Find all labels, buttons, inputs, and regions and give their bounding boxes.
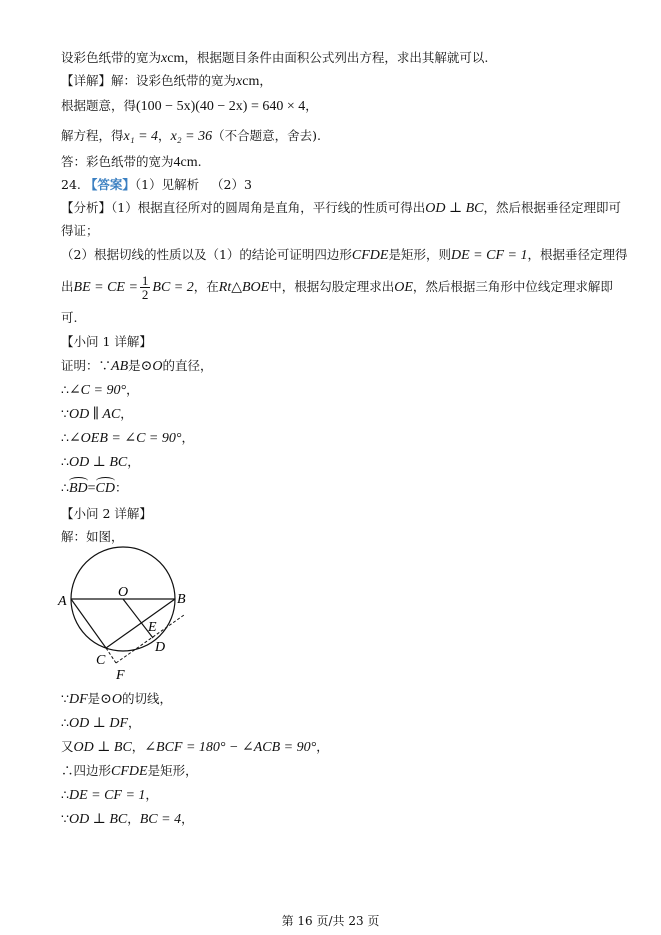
text: （2）根据切线的性质以及（1）的结论可证明四边形 [61, 247, 352, 262]
math: OD ⊥ BC [73, 740, 132, 755]
label-d: D [155, 640, 166, 655]
text: 可. [61, 310, 78, 325]
text: ∵ [61, 406, 69, 421]
label-f: F [116, 668, 125, 683]
math: DF [68, 692, 88, 707]
text: ∴ [61, 430, 69, 445]
math: OD ⊥ BC [68, 455, 128, 470]
text: 是矩形， [147, 763, 198, 778]
text: ，在 [193, 279, 219, 294]
text: ∵ [61, 691, 69, 706]
text: ，根据垂径定理得 [527, 247, 628, 262]
math: ⊙O [140, 359, 163, 374]
label-c: C [96, 653, 106, 668]
line-8 [61, 222, 99, 240]
text: ∴ [61, 480, 69, 495]
line-10 [61, 272, 613, 303]
text: 设彩色纸带的宽为 [61, 50, 162, 65]
math: BC = 4 [139, 812, 182, 827]
root-2: x₂ = 36 [170, 129, 213, 144]
line-6 [61, 176, 252, 194]
math: OD ⊥ DF [68, 716, 129, 731]
line-2 [61, 72, 272, 91]
text: ∴ [61, 787, 69, 802]
text: 答：彩色纸带的宽为 [61, 154, 174, 169]
math: OD ⊥ BC [68, 812, 128, 827]
line-12 [61, 333, 152, 351]
line-18 [61, 479, 128, 498]
label-a: A [58, 594, 67, 609]
text: 又 [61, 739, 74, 754]
math: ∠OEB = ∠C = 90° [68, 431, 182, 446]
text: ， [126, 382, 139, 397]
text: 根据题意，得 [61, 98, 137, 113]
root-1: x₁ = 4 [123, 129, 159, 144]
value: 4cm [173, 155, 198, 170]
text: ∴ [61, 454, 69, 469]
line-4 [61, 127, 321, 146]
text: 是 [87, 691, 101, 706]
line-26 [61, 810, 194, 829]
section-heading: 【小问 2 详解】 [61, 506, 152, 521]
math: x [161, 51, 168, 66]
text: 【分析】（1）根据直径所对的圆周角是直角，平行线的性质可得出 [61, 200, 426, 215]
unit: cm [167, 51, 185, 66]
line-25 [61, 786, 158, 805]
math: CFDE [111, 764, 148, 779]
text: 【详解】解：设彩色纸带的宽为 [61, 73, 237, 88]
numerator: 1 [141, 273, 149, 288]
line-11 [61, 309, 77, 327]
text: ， [145, 787, 158, 802]
line-15 [61, 405, 133, 424]
line-16 [61, 429, 194, 448]
label-e: E [148, 620, 157, 635]
math: OE [394, 280, 413, 295]
line-5 [61, 153, 202, 172]
text: ∴ [61, 715, 69, 730]
line-21 [61, 690, 172, 709]
text: 是矩形，则 [388, 247, 451, 262]
text: ， [120, 406, 133, 421]
math: OD ⊥ BC [425, 201, 484, 216]
line-7 [61, 199, 621, 218]
math: ∠BCF = 180° − ∠ACB = 90° [144, 740, 317, 755]
text: ， [128, 715, 141, 730]
line-24 [61, 762, 198, 781]
text: 的切线， [121, 691, 172, 706]
question-number: 24. [61, 177, 81, 192]
text: 出 [61, 279, 74, 294]
line-19 [61, 505, 152, 523]
math: BE = CE = [73, 280, 138, 295]
text: （不合题意，舍去). [212, 128, 321, 143]
fraction [140, 274, 151, 301]
line-14 [61, 381, 139, 400]
text: ， [305, 98, 318, 113]
text: ， [158, 128, 171, 143]
denominator: 2 [141, 287, 149, 302]
text: ，根据题目条件由面积公式列出方程，求出其解就可以. [184, 50, 489, 65]
line-1 [61, 49, 488, 68]
text: ∴四边形 [61, 763, 112, 778]
math: Rt△BOE [218, 280, 270, 295]
text: ， [316, 739, 329, 754]
math: DE = CF = 1 [68, 788, 146, 803]
text: 的直径， [162, 358, 213, 373]
text: ， [181, 430, 194, 445]
line-23 [61, 738, 329, 757]
line-20 [61, 528, 124, 546]
math: DE = CF = 1 [451, 248, 528, 263]
label-o: O [118, 585, 129, 600]
arc-cd: CD [95, 481, 115, 496]
geometry-figure [56, 545, 196, 685]
line-17 [61, 453, 140, 472]
text: 是 [128, 358, 141, 373]
line-13 [61, 357, 213, 376]
unit: cm [242, 74, 260, 89]
math: ∠C = 90° [68, 383, 127, 398]
text: ： [114, 480, 128, 495]
text: 得证； [61, 223, 99, 238]
section-heading: 【小问 1 详解】 [61, 334, 152, 349]
text: ∴ [61, 382, 69, 397]
answer-label: 【答案】 [84, 177, 135, 192]
text: . [197, 154, 202, 169]
line-9 [61, 246, 627, 265]
text: ，然后根据三角形中位线定理求解即 [412, 279, 613, 294]
equation: (100 − 5x)(40 − 2x) = 640 × 4 [136, 99, 306, 114]
math: AB [111, 359, 129, 374]
math: BC = 2 [152, 280, 194, 295]
text: 解：如图， [61, 529, 124, 544]
text: （2）3 [211, 177, 252, 192]
page-footer: 第 16 页/共 23 页 [281, 914, 380, 928]
arc-bd: BD [68, 481, 88, 496]
text: （1）见解析 [134, 177, 200, 192]
text: ， [181, 811, 194, 826]
text: ， [131, 739, 145, 754]
text: ∵ [61, 811, 69, 826]
text: ， [127, 811, 140, 826]
chord-ac [71, 599, 106, 648]
math: CFDE [351, 248, 389, 263]
text: 证明：∵ [61, 358, 112, 373]
math: OD ∥ AC [68, 407, 121, 422]
text: 中，根据勾股定理求出 [269, 279, 395, 294]
math: ⊙O [100, 692, 122, 707]
text: 解方程，得 [61, 128, 124, 143]
math: x [236, 74, 243, 89]
equals: = [87, 481, 96, 496]
line-22 [61, 714, 141, 733]
text: ， [127, 454, 140, 469]
label-b: B [177, 592, 186, 607]
text: ， [259, 73, 272, 88]
line-3 [61, 97, 318, 116]
text: ，然后根据垂径定理即可 [483, 200, 622, 215]
